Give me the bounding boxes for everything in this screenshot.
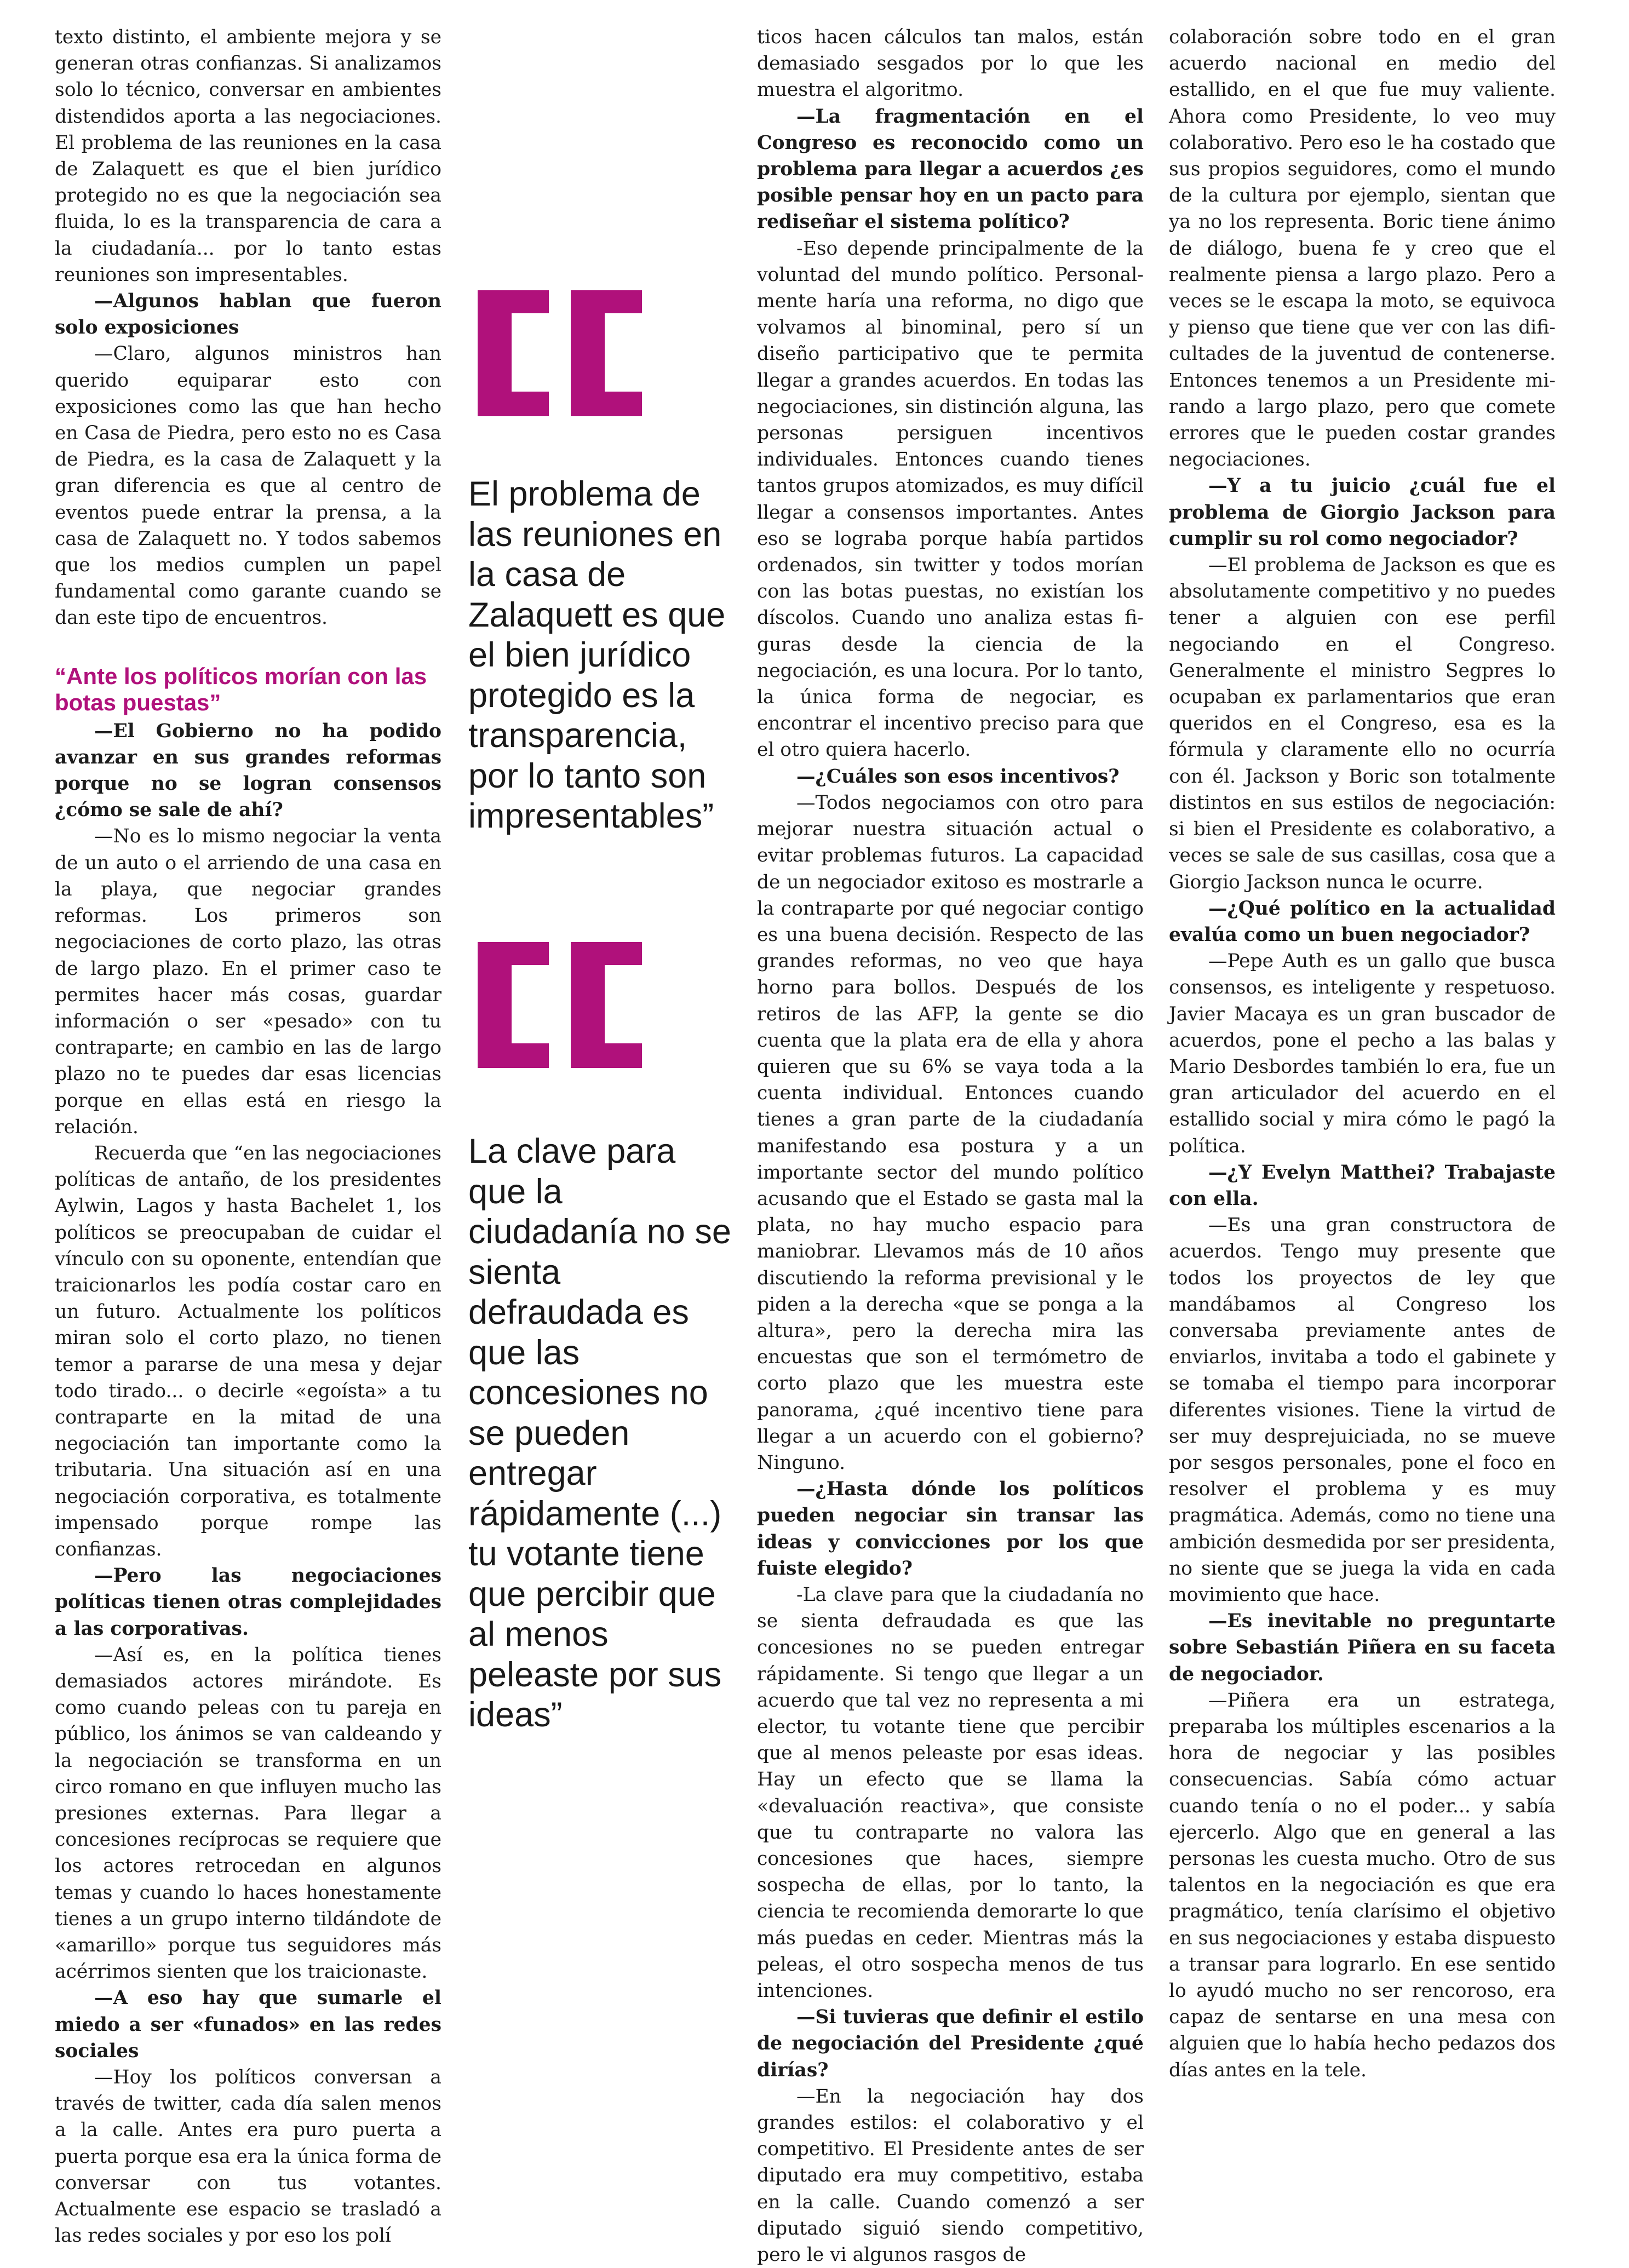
interview-question: —Si tuvieras que definir el estilo de negociación del Presidente ¿qué dirías? (757, 2006, 1144, 2081)
interview-question: —Algunos hablan que fueron solo exposiciones (55, 290, 441, 339)
pull-quote-1: El problema de las reuniones en la casa de Zalaquett es que el bien jurídico protegido es la transparencia, por lo tanto son impresentables” (468, 475, 726, 835)
section-subheading: “Ante los políticos morían con las botas puestas” (55, 663, 427, 715)
interview-question: —¿Cuáles son esos incentivos? (796, 765, 1120, 788)
quote-mark-icon (472, 931, 653, 1079)
paragraph: —Es una gran constructora de acuerdos. Tengo muy presente que todos los proyectos de ley que mandábamos al Congreso los conversaba previamente antes de enviarlos, invitaba a todo el gabinete y se tomaba el tiempo para incorporar diferentes visiones. Tiene la virtud de ser muy desprejuiciada, no se mueve por sesgos personales, pone el foco en resolver el problema y es muy pragmática. Además, como no tiene una ambición desmedida por ser presidenta, no siente que se juega la vida en cada movimiento que hace. (1169, 1214, 1556, 1606)
quote-mark-icon (472, 279, 653, 427)
paragraph: —El problema de Jackson es que es absolutamente competitivo y no puedes tener a alguien con ese perfil negociando en el Congreso. Generalmente el ministro Segpres lo ocupaban ex parlamentarios que eran queridos en el Congreso, esa es la fórmula y claramente ello no ocurría con él. Jackson y Boric son totalmente distintos en sus estilos de negociación: si bien el Presidente es colaborativo, a veces se sale de sus casillas, cosa que a Giorgio Jackson nunca le ocurre. (1169, 554, 1556, 893)
paragraph: -La clave para que la ciudadanía no se sienta defraudada es que las concesiones no se pueden entregar rápidamente. Si tengo que llegar a un acuerdo que tal vez no representa a mi elector, tu votante tiene que percibir que al menos peleaste por esas ideas. Hay un efecto que se llama la «devaluación reactiva», que consiste que tu contraparte no valora las concesiones que haces, siempre sospecha de ellas, por lo tanto, la ciencia te recomienda demorarte lo que más puedas en ceder. Mientras más la peleas, el otro sospecha menos de tus intenciones. (757, 1583, 1144, 2002)
paragraph: —Piñera era un estratega, preparaba los múltiples escenarios a la hora de negociar y las posibles consecuencias. Sabía cómo actuar cuando tenía o no el poder... y sabía ejercerlo. Algo que en general a las personas les cuesta mucho. Otro de sus talentos en la negociación es que era pragmático, tenía clarísimo el objetivo en sus negociaciones y estaba dispuesto a transar para lograrlo. En ese sentido lo ayudó mucho no ser rencoroso, era capaz de sentarse en una mesa con alguien que lo había hecho pedazos dos días antes en la tele. (1169, 1689, 1556, 2081)
paragraph: —En la negociación hay dos grandes estilos: el colaborativo y el competitivo. El Presidente antes de ser diputado era muy competitivo, estaba en la calle. Cuando comenzó a ser diputado siguió siendo competitivo, pero le vi algunos rasgos de (757, 2085, 1144, 2266)
paragraph: —Claro, algunos ministros han querido equiparar esto con exposiciones como las que han hecho en Casa de Piedra, pero esto no es Casa de Piedra, es la casa de Zalaquett y la gran diferencia es que al centro de eventos puede entrar la prensa, a la casa de Zalaquett no. Y todos sabemos que los medios cumplen un papel fundamental como garante cuando se dan este tipo de encuentros. (55, 343, 441, 629)
interview-question: —La fragmentación en el Congreso es reconocido como un problema para llegar a acuerdos ¿es posible pensar hoy en un pacto para rediseñar el sistema político? (757, 105, 1144, 233)
paragraph: ticos hacen cálculos tan malos, están demasiado sesgados por lo que les muestra el algoritmo. (757, 26, 1144, 101)
paragraph: —Hoy los políticos conversan a través de twitter, cada día salen menos a la calle. Antes era puro puerta a puerta porque esa era la única forma de conversar con tus votantes. Actualmente ese espacio se trasladó a las redes sociales y por eso los polí (55, 2066, 441, 2247)
interview-question: —Pero las negociaciones políticas tienen otras complejidades a las corporativas. (55, 1565, 441, 1640)
pull-quote-2: La clave para que la ciudadanía no se sienta defraudada es que las concesiones no se pueden entregar rápidamente (...) tu votante tiene que percibir que al menos peleaste por sus ideas” (468, 1132, 731, 1734)
article-column-1 (55, 24, 441, 2249)
interview-question: —El Gobierno no ha podido avanzar en sus grandes reformas porque no se logran consensos ¿cómo se sale de ahí? (55, 720, 441, 822)
paragraph: colaboración sobre todo en el gran acuerdo nacional en medio del estallido, en el que fue muy valiente. Ahora como Presidente, lo veo muy colaborativo. Pero eso le ha costado que sus propios seguidores, como el mundo de la cultura por ejemplo, sientan que ya no los representa. Boric tiene ánimo de diálogo, buena fe y creo que el realmente piensa a largo plazo. Pero a veces se le escapa la moto, se equivoca y pienso que tiene que ver con las dificultades de la juventud de contenerse. Entonces tenemos a un Presidente mirando a largo plazo, pero que comete errores que le pueden costar grandes negociaciones. (1169, 26, 1556, 471)
paragraph: —Pepe Auth es un gallo que busca consensos, es inteligente y respetuoso. Javier Macaya es un gran buscador de acuerdos, pone el pecho a las balas y Mario Desbordes también lo era, fue un gran articulador del acuerdo en el estallido social y mira cómo le pagó la política. (1169, 950, 1556, 1157)
paragraph: -Eso depende principalmente de la voluntad del mundo político. Personalmente haría una reforma, no digo que volvamos al binominal, pero sí un diseño participativo que te permita llegar a grandes acuerdos. En todas las negociaciones, sin distinción alguna, las personas persiguen incentivos individuales. Entonces cuando tienes tantos grupos atomizados, es muy difícil llegar a consensos importantes. Antes eso se lograba porque había partidos ordenados, sin twitter y todos morían con las botas puestas, no existían los díscolos. Cuando uno analiza estas figuras desde la ciencia de la negociación, es una locura. Por lo tanto, la única forma de negociar, es encontrar el incentivo preciso para que el otro quiera hacerlo. (757, 237, 1144, 761)
interview-question: —¿Qué político en la actualidad evalúa como un buen negociador? (1169, 897, 1556, 946)
paragraph: —No es lo mismo negociar la venta de un auto o el arriendo de una casa en la playa, que negociar grandes reformas. Los primeros son negociaciones de corto plazo, las otras de largo plazo. En el primer caso te permites hacer más cosas, guardar información o ser «pesado» con tu contraparte; en cambio en las de largo plazo no te puedes dar esas licencias porque en ellas está en riesgo la relación. (55, 825, 441, 1138)
paragraph: —Todos negociamos con otro para mejorar nuestra situación actual o evitar problemas futuros. La capacidad de un negociador exitoso es mostrarle a la contraparte por qué negociar contigo es una buena decisión. Respecto de las grandes reformas, no veo que haya horno para bollos. Después de los retiros de las AFP, la gente se dio cuenta que la plata era de ella y ahora quieren que su 6% se vaya toda a la cuenta individual. Entonces cuando tienes a gran parte de la ciudadanía manifestando esa postura y a un importante sector del mundo político acusando que el Estado se gasta mal la plata, no hay mucho espacio para maniobrar. Llevamos más de 10 años discutiendo la reforma previsional y le piden a la derecha «que se ponga a la altura», pero la derecha mira las encuestas que son el termómetro de corto plazo que les muestra este panorama, ¿qué incentivo tiene para llegar a un acuerdo con el gobierno? Ninguno. (757, 791, 1144, 1474)
paragraph: —Así es, en la política tienes demasiados actores mirándote. Es como cuando peleas con tu pareja en público, los ánimos se van caldeando y la negociación se transforma en un circo romano en que influyen mucho las presiones externas. Para llegar a concesiones recíprocas se requiere que los actores retrocedan en algunos temas y cuando lo haces honestamente tienes a un grupo interno tildándote de «amarillo» porque tus seguidores más acérrimos sienten que los traicionaste. (55, 1644, 441, 1983)
interview-question: —Es inevitable no preguntarte sobre Sebastián Piñera en su faceta de negociador. (1169, 1610, 1556, 1685)
interview-question: —Y a tu juicio ¿cuál fue el problema de Giorgio Jackson para cumplir su rol como negociador? (1169, 475, 1556, 550)
interview-question: —¿Y Evelyn Matthei? Trabajaste con ella. (1169, 1161, 1556, 1210)
article-column-3 (757, 24, 1144, 2268)
paragraph: Recuerda que “en las negociaciones políticas de antaño, de los presidentes Aylwin, Lagos y hasta Bachelet 1, los políticos se preocupaban de cuidar el vínculo con su oponente, entendían que traicionarlos les podía costar caro en un futuro. Actualmente los políticos miran solo el corto plazo, no tienen temor a pararse de una mesa y dejar todo tirado... o decirle «egoísta» a tu contraparte en la mitad de una negociación tan importante como la tributaria. Una situación así en una negociación corporativa, es totalmente impensado porque rompe las confianzas. (55, 1142, 441, 1560)
article-column-4 (1169, 24, 1556, 2083)
interview-question: —¿Hasta dónde los políticos pueden negociar sin transar las ideas y convicciones por los que fuiste elegido? (757, 1478, 1144, 1580)
paragraph: texto distinto, el ambiente mejora y se generan otras confianzas. Si analizamos solo lo técnico, conversar en ambientes distendidos aporta a las negociaciones. El problema de las reuniones en la casa de Zalaquett es que el bien jurídico protegido no es que la negociación sea fluida, lo es la transparencia de cara a la ciudadanía... por lo tanto estas reuniones son impresentables. (55, 26, 441, 286)
interview-question: —A eso hay que sumarle el miedo a ser «funados» en las redes sociales (55, 1987, 441, 2062)
